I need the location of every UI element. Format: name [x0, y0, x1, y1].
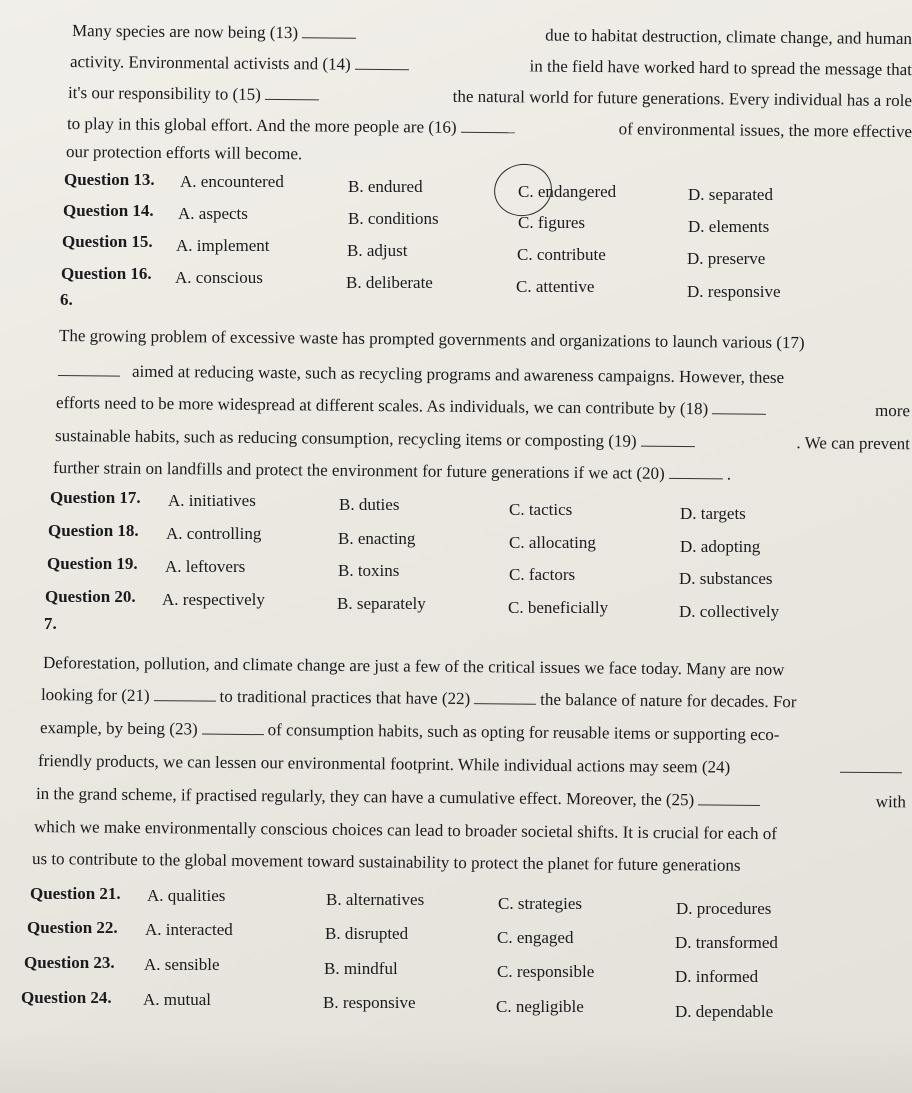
question-15-option-c[interactable]: C. contribute: [517, 245, 606, 264]
question-21-option-d[interactable]: D. procedures: [676, 899, 772, 918]
passage3-line-5: [36, 783, 906, 813]
question-19-option-b[interactable]: B. toxins: [338, 561, 400, 580]
passage1-line-3: [68, 82, 912, 112]
blank-18[interactable]: [712, 399, 766, 415]
question-20-option-a[interactable]: A. respectively: [162, 590, 265, 609]
passage3-line-2-part1: looking for (21): [40, 685, 150, 706]
question-20-option-c[interactable]: C. beneficially: [508, 598, 609, 617]
question-14-option-a[interactable]: A. aspects: [178, 204, 248, 223]
blank-14[interactable]: [355, 55, 409, 71]
question-20-label: Question 20.: [45, 587, 136, 606]
question-21-option-a[interactable]: A. qualities: [147, 886, 226, 905]
question-15-label: Question 15.: [62, 232, 153, 251]
question-18-option-a[interactable]: A. controlling: [166, 524, 262, 543]
question-13-option-d[interactable]: D. separated: [688, 185, 773, 204]
passage3-line-3: [40, 717, 780, 746]
question-18-option-d[interactable]: D. adopting: [680, 537, 761, 556]
passage1-line-2-start: activity. Environmental activists and (14): [70, 51, 413, 76]
question-13-label: Question 13.: [64, 170, 155, 189]
passage1-line-1-start: Many species are now being (13): [72, 20, 360, 45]
passage1-line-1-end: due to habitat destruction, climate change, and human: [545, 25, 912, 49]
blank-15[interactable]: [265, 85, 319, 101]
passage3-line-1: [43, 652, 785, 681]
passage3-line-7: [32, 848, 741, 877]
question-21-label: Question 21.: [30, 884, 121, 903]
passage3-line-3-part1: example, by being (23): [39, 718, 198, 739]
passage2-line-2: [58, 360, 910, 390]
question-13-option-b[interactable]: B. endured: [348, 177, 423, 196]
passage1-line-3-end: the natural world for future generations. Every individual has a role: [452, 86, 912, 111]
passage1-line-4-start: to play in this global effort. And the more people are (16): [67, 113, 519, 139]
blank-19[interactable]: [641, 432, 695, 448]
question-24-option-b[interactable]: B. responsive: [323, 993, 416, 1012]
question-22-label: Question 22.: [27, 918, 118, 937]
passage2-line-5: [53, 457, 731, 486]
question-20-option-b[interactable]: B. separately: [337, 594, 426, 613]
question-15-option-a[interactable]: A. implement: [176, 236, 270, 255]
passage3-line-4-text: friendly products, we can lessen our environmental footprint. While individual actions may seem (24): [37, 751, 731, 777]
question-16-option-a[interactable]: A. conscious: [175, 268, 263, 287]
passage1-line-2-end: in the field have worked hard to spread the message that: [529, 56, 912, 80]
question-23-option-c[interactable]: C. responsible: [497, 962, 595, 981]
passage2-line-4: [55, 425, 910, 455]
blank-23[interactable]: [202, 720, 264, 736]
blank-13[interactable]: [302, 23, 356, 39]
question-21-option-b[interactable]: B. alternatives: [326, 890, 425, 909]
passage1-line-4-end: of environmental issues, the more effective: [618, 119, 912, 142]
question-17-option-c[interactable]: C. tactics: [509, 500, 573, 519]
blank-22[interactable]: [474, 689, 536, 705]
passage1-line-4: [67, 113, 912, 143]
question-13-option-a[interactable]: A. encountered: [180, 172, 284, 191]
passage3-line-2-part2: to traditional practices that have (22): [219, 686, 471, 709]
question-24-option-d[interactable]: D. dependable: [675, 1002, 774, 1021]
question-17-option-b[interactable]: B. duties: [339, 495, 400, 514]
passage2-line-3-start: efforts need to be more widespread at different scales. As individuals, we can contribute by (18): [56, 392, 770, 421]
blank-24[interactable]: [840, 758, 902, 774]
question-15-option-b[interactable]: B. adjust: [347, 241, 408, 260]
question-16-label: Question 16.: [61, 264, 152, 283]
question-23-option-d[interactable]: D. informed: [675, 967, 759, 986]
passage2-line-5-end: .: [726, 464, 732, 484]
question-14-option-b[interactable]: B. conditions: [348, 209, 439, 228]
passage3-line-3-part2: of consumption habits, such as opting for reusable items or supporting eco-: [267, 720, 780, 745]
question-22-option-a[interactable]: A. interacted: [145, 920, 233, 939]
passage2-line-1-text: The growing problem of excessive waste has prompted governments and organizations to launch various (17): [58, 326, 805, 353]
question-23-option-a[interactable]: A. sensible: [144, 955, 220, 974]
passage3-line-1-text: Deforestation, pollution, and climate change are just a few of the critical issues we face today. Many are now: [42, 653, 785, 680]
question-18-option-b[interactable]: B. enacting: [338, 529, 416, 548]
question-24-option-c[interactable]: C. negligible: [496, 997, 584, 1016]
passage1-line-5-text: our protection efforts will become.: [65, 142, 303, 164]
passage2-line-3-end: more: [874, 400, 911, 421]
question-19-label: Question 19.: [47, 554, 138, 573]
blank-25[interactable]: [698, 790, 760, 806]
question-22-option-b[interactable]: B. disrupted: [325, 924, 409, 943]
question-18-label: Question 18.: [48, 521, 139, 540]
question-19-option-a[interactable]: A. leftovers: [165, 557, 246, 576]
blank-16[interactable]: [461, 118, 515, 134]
question-19-option-c[interactable]: C. factors: [509, 565, 576, 584]
question-23-option-b[interactable]: B. mindful: [324, 959, 398, 978]
passage2-line-2-start: aimed at reducing waste, such as recycling programs and awareness campaigns. However, these: [58, 360, 784, 389]
section-number-6: 6.: [60, 290, 73, 309]
passage2-line-4-start: sustainable habits, such as reducing consumption, recycling items or composting (19): [55, 425, 699, 453]
question-22-option-c[interactable]: C. engaged: [497, 928, 574, 947]
question-17-label: Question 17.: [50, 488, 141, 507]
passage3-line-4: [38, 750, 906, 780]
question-19-option-d[interactable]: D. substances: [679, 569, 773, 588]
question-15-option-d[interactable]: D. preserve: [687, 249, 766, 268]
blank-17[interactable]: [58, 361, 120, 377]
question-17-option-d[interactable]: D. targets: [680, 504, 746, 523]
section-number-7: 7.: [44, 614, 57, 633]
question-22-option-d[interactable]: D. transformed: [675, 933, 778, 952]
passage3-line-6: [34, 816, 777, 845]
passage3-line-5-end: with: [875, 792, 907, 812]
blank-21[interactable]: [154, 686, 216, 702]
passage2-line-1: [59, 325, 805, 354]
passage1-line-3-start: it's our responsibility to (15): [68, 82, 323, 106]
question-17-option-a[interactable]: A. initiatives: [168, 491, 256, 510]
question-18-option-c[interactable]: C. allocating: [509, 533, 596, 552]
passage2-line-3: [56, 392, 910, 422]
passage3-line-6-text: which we make environmentally conscious choices can lead to broader societal shifts. It is crucial for each of: [33, 817, 778, 844]
question-24-option-a[interactable]: A. mutual: [143, 990, 211, 1009]
passage2-line-5-start: further strain on landfills and protect the environment for future generations if we act (20): [53, 458, 727, 483]
passage3-line-5-start: in the grand scheme, if practised regularly, they can have a cumulative effect. Moreover, the (25): [36, 783, 764, 812]
blank-20[interactable]: [669, 464, 723, 480]
passage3-line-2: [41, 684, 797, 713]
passage1-line-2: [70, 51, 912, 81]
passage1-line-1: [72, 20, 912, 50]
page-bottom-shadow: [0, 1030, 912, 1093]
question-24-label: Question 24.: [21, 988, 112, 1007]
passage2-line-4-end: . We can prevent: [796, 433, 911, 454]
question-14-option-c[interactable]: C. figures: [518, 213, 586, 232]
question-20-option-d[interactable]: D. collectively: [679, 602, 780, 621]
question-13-option-c[interactable]: C. endangered: [518, 182, 617, 201]
question-21-option-c[interactable]: C. strategies: [498, 894, 583, 913]
passage1-line-5: [66, 141, 302, 165]
question-16-option-b[interactable]: B. deliberate: [346, 273, 433, 292]
question-23-label: Question 23.: [24, 953, 115, 972]
question-16-option-c[interactable]: C. attentive: [516, 277, 595, 296]
passage3-line-7-text: us to contribute to the global movement toward sustainability to protect the planet for future generations: [31, 849, 741, 875]
question-16-option-d[interactable]: D. responsive: [687, 282, 781, 301]
passage3-line-2-part3: the balance of nature for decades. For: [540, 689, 797, 712]
question-14-label: Question 14.: [63, 201, 154, 220]
question-14-option-d[interactable]: D. elements: [688, 217, 770, 236]
